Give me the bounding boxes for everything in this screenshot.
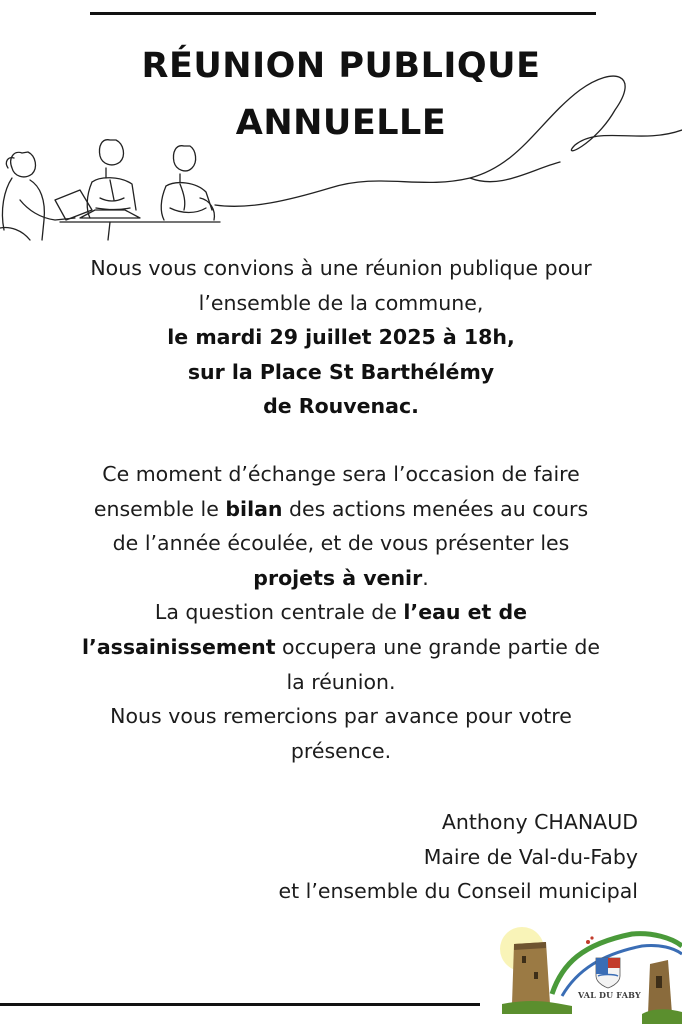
text-line-place <box>20 355 662 390</box>
logo-caption: VAL DU FABY <box>578 990 641 1000</box>
meeting-village: de Rouvenac. <box>263 394 419 419</box>
text-line: présence. <box>290 738 392 763</box>
text-line: de l’année écoulée, et de vous présenter les <box>112 531 570 556</box>
meeting-place: sur la Place St Barthélémy <box>187 359 495 384</box>
signer-role: Maire de Val-du-Faby <box>423 844 638 869</box>
text-fragment: occupera une grande partie de <box>275 634 600 659</box>
text-fragment: ensemble le <box>93 496 226 521</box>
meeting-date: le mardi 29 juillet 2025 à 18h, <box>167 325 515 350</box>
emphasis-assainissement: l’assainissement <box>82 634 276 659</box>
emphasis-bilan: bilan <box>225 496 283 521</box>
text-line-date <box>20 320 662 355</box>
text-line: Nous vous convions à une réunion publique pour <box>90 256 592 280</box>
text-line: Nous vous remercions par avance pour votre <box>110 704 572 729</box>
details-paragraph <box>20 457 662 768</box>
text-line-village <box>20 389 662 424</box>
emphasis-projets: projets à venir <box>253 565 423 590</box>
text-line: la réunion. <box>286 669 396 694</box>
signer-council: et l’ensemble du Conseil municipal <box>278 879 638 903</box>
meeting-line-drawing-icon <box>0 50 682 260</box>
text-line <box>20 492 662 527</box>
val-du-faby-logo-icon <box>492 924 682 1024</box>
text-line <box>20 630 662 665</box>
title-line-1: RÉUNION PUBLIQUE <box>141 46 541 86</box>
invitation-paragraph <box>20 251 662 424</box>
text-line: l’ensemble de la commune, <box>198 290 484 315</box>
text-line <box>20 595 662 630</box>
title-line-2: ANNUELLE <box>235 103 447 143</box>
text-fragment: La question centrale de <box>154 600 404 625</box>
text-fragment: . <box>422 565 429 590</box>
text-line: Ce moment d’échange sera l’occasion de faire <box>102 462 580 486</box>
signer-name: Anthony CHANAUD <box>441 810 638 834</box>
text-line <box>20 561 662 596</box>
signature-block <box>278 805 638 909</box>
bottom-divider <box>0 1003 480 1006</box>
top-divider <box>90 12 596 15</box>
emphasis-eau: l’eau et de <box>403 600 528 625</box>
text-fragment: des actions menées au cours <box>282 496 589 521</box>
